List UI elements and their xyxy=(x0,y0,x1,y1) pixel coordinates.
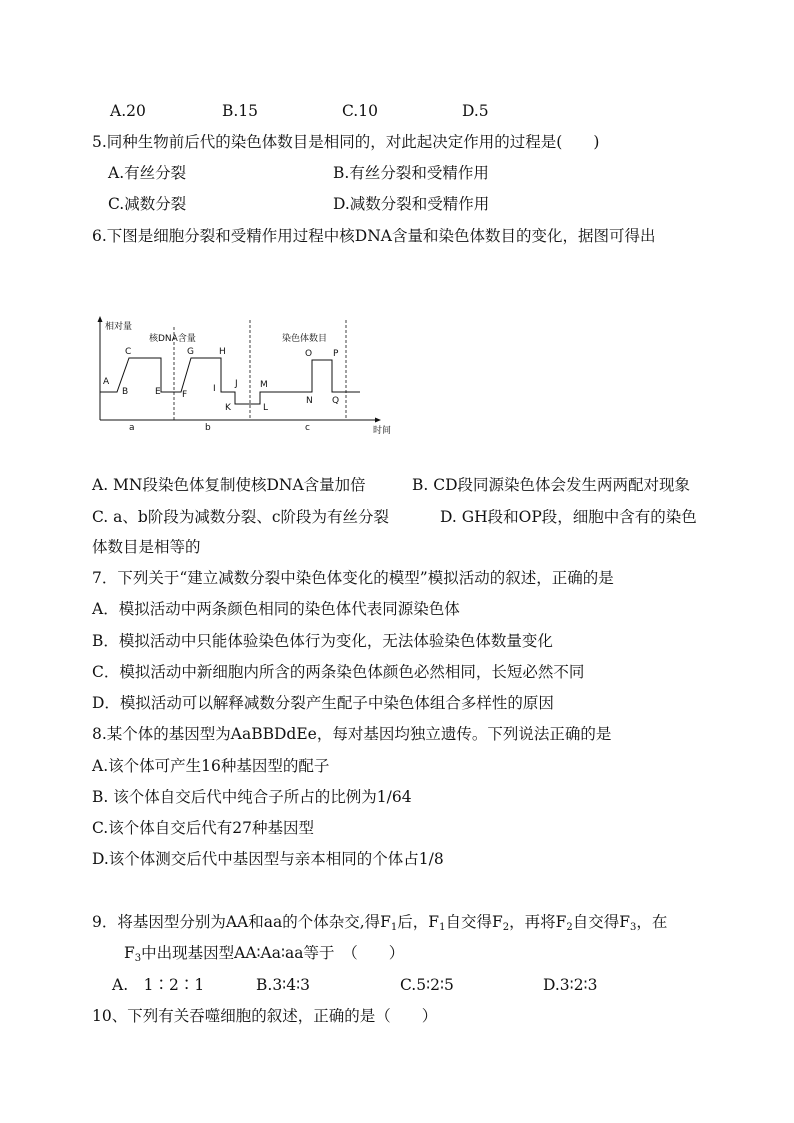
q10-stem: 10、下列有关吞噬细胞的叙述，正确的是（ ） xyxy=(92,1007,438,1025)
point-p: P xyxy=(333,349,339,359)
x-axis-label: 时间 xyxy=(373,426,392,436)
point-q: Q xyxy=(332,396,340,406)
q7-option-d: D．模拟活动可以解释减数分裂产生配子中染色体组合多样性的原因 xyxy=(92,694,554,712)
q7-stem: 7．下列关于“建立减数分裂中染色体变化的模型”模拟活动的叙述，正确的是 xyxy=(92,569,614,587)
q9-option-a: A. 1∶2∶1 xyxy=(112,976,205,994)
q6-stem: 6.下图是细胞分裂和受精作用过程中核DNA含量和染色体数目的变化，据图可得出 xyxy=(92,227,656,245)
chromosome-number-label: 染色体数目 xyxy=(282,334,328,344)
q4-option-c: C.10 xyxy=(342,102,378,120)
point-e: E xyxy=(155,387,161,397)
dna-content-label: 核DNA含量 xyxy=(149,334,196,344)
x-axis-arrow xyxy=(375,418,381,423)
q6-option-b: B. CD段同源染色体会发生两两配对现象 xyxy=(412,476,691,494)
dna-content-line xyxy=(100,358,250,404)
stage-c: c xyxy=(305,423,310,433)
q6-option-c: C. a、b阶段为减数分裂、c阶段为有丝分裂 xyxy=(92,508,390,526)
q6-option-a: A. MN段染色体复制使核DNA含量加倍 xyxy=(92,476,366,494)
dna-chromosome-figure xyxy=(95,312,400,442)
q9-option-b: B.3∶4∶3 xyxy=(256,976,310,994)
q4-option-b: B.15 xyxy=(222,102,259,120)
q8-option-d: D.该个体测交后代中基因型与亲本相同的个体占1/8 xyxy=(92,850,444,868)
q4-option-d: D.5 xyxy=(462,102,489,120)
q5-stem: 5.同种生物前后代的染色体数目是相同的，对此起决定作用的过程是( ) xyxy=(92,133,600,151)
q9-stem-line2: $F_3$中出现基因型AA∶Aa∶aa等于 （ ） xyxy=(124,944,405,964)
q5-option-b: B.有丝分裂和受精作用 xyxy=(333,164,489,182)
q9-option-d: D.3∶2∶3 xyxy=(543,976,598,994)
q7-option-a: A．模拟活动中两条颜色相同的染色体代表同源染色体 xyxy=(92,600,460,618)
q6-option-d: D. GH段和OP段，细胞中含有的染色 xyxy=(440,508,697,526)
q9-option-c: C.5∶2∶5 xyxy=(400,976,454,994)
point-l: L xyxy=(263,403,269,413)
y-axis-label: 相对量 xyxy=(105,322,133,332)
q5-option-a: A.有丝分裂 xyxy=(108,164,187,182)
point-j: J xyxy=(235,379,238,389)
q8-option-c: C.该个体自交后代有27种基因型 xyxy=(92,819,314,837)
point-m: M xyxy=(260,380,268,390)
point-f: F xyxy=(182,390,188,400)
q7-option-c: C．模拟活动中新细胞内所含的两条染色体颜色必然相同，长短必然不同 xyxy=(92,663,585,681)
point-i: I xyxy=(213,384,216,394)
point-n: N xyxy=(306,396,313,406)
point-h: H xyxy=(219,347,226,357)
q8-option-b: B. 该个体自交后代中纯合子所占的比例为1/64 xyxy=(92,788,412,806)
stage-a: a xyxy=(129,423,135,433)
point-a: A xyxy=(103,377,110,387)
point-g: G xyxy=(187,347,194,357)
q8-option-a: A.该个体可产生16种基因型的配子 xyxy=(92,757,330,775)
point-c: C xyxy=(125,347,132,357)
q5-option-c: C.减数分裂 xyxy=(108,195,187,213)
stage-b: b xyxy=(205,423,211,433)
q5-option-d: D.减数分裂和受精作用 xyxy=(333,195,490,213)
q8-stem: 8.某个体的基因型为AaBBDdEe，每对基因均独立遗传。下列说法正确的是 xyxy=(92,725,612,743)
q4-option-a: A.20 xyxy=(110,102,146,120)
q6-option-d-continued: 体数目是相等的 xyxy=(92,538,201,556)
point-o: O xyxy=(305,349,313,359)
point-b: B xyxy=(122,387,129,397)
q9-stem: 9．将基因型分别为AA和aa的个体杂交,得$F_1$后，$F_1$自交得$F_2$，再将$F_2$自交得$F_3$，在 xyxy=(92,913,668,933)
point-k: K xyxy=(225,403,231,413)
q7-option-b: B．模拟活动中只能体验染色体行为变化，无法体验染色体数量变化 xyxy=(92,632,553,650)
y-axis-arrow xyxy=(98,316,103,322)
